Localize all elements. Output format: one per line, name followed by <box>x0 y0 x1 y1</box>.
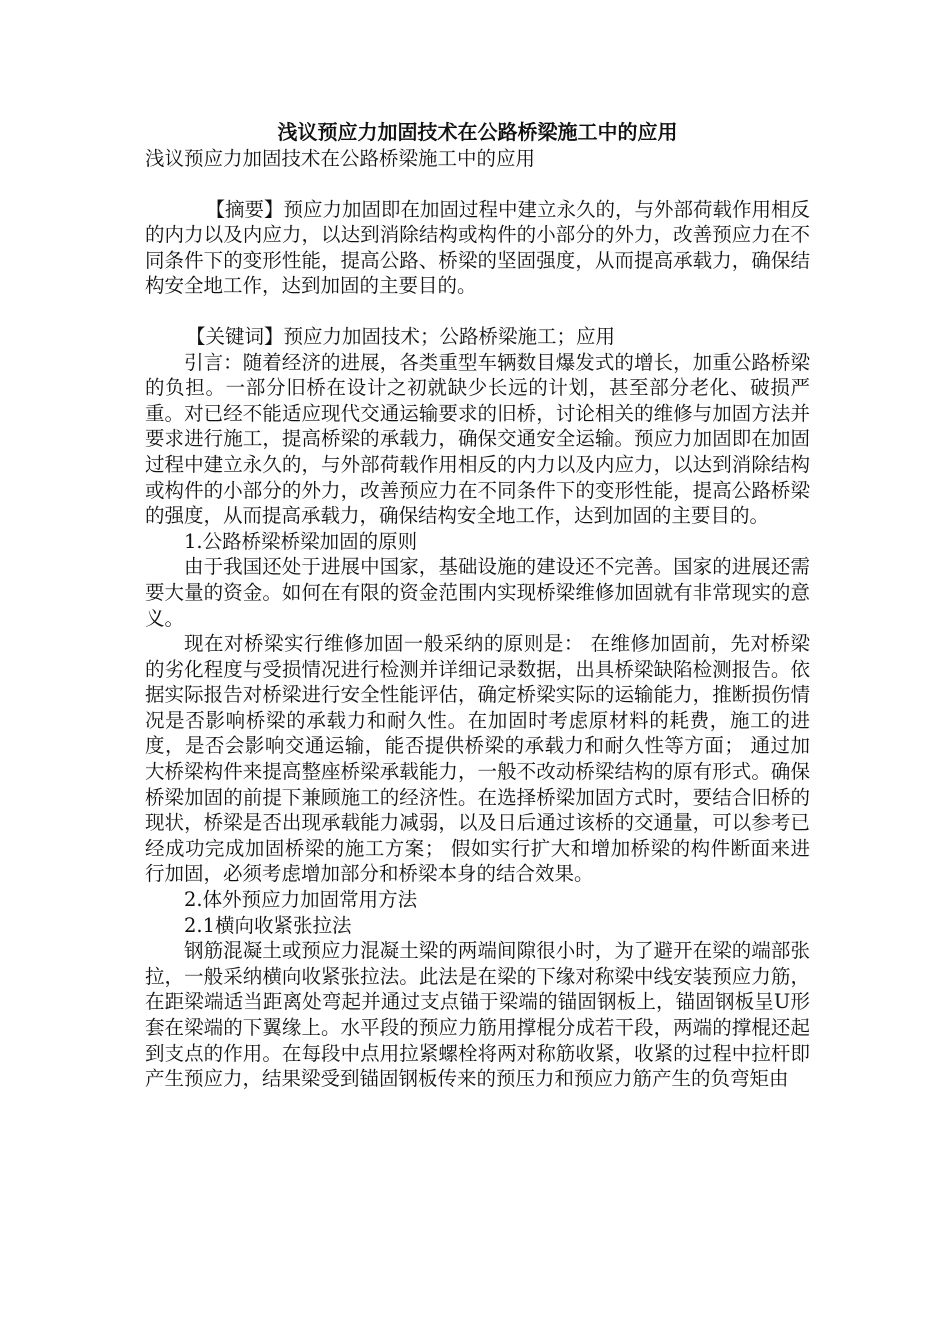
keywords-paragraph: 【关键词】预应力加固技术；公路桥梁施工；应用 <box>185 324 615 348</box>
section-heading-1: 1.公路桥梁桥梁加固的原则 <box>184 529 418 553</box>
body-paragraph: 由于我国还处于进展中国家，基础设施的建设还不完善。国家的进展还需要大量的资金。如何在有限的资金范围内实现桥梁维修加固就有非常现实的意义。 <box>145 555 810 630</box>
blank-line <box>145 172 810 197</box>
document-subtitle: 浅议预应力加固技术在公路桥梁施工中的应用 <box>145 147 536 170</box>
document-page <box>145 118 810 1092</box>
blank-line <box>145 299 810 324</box>
body-paragraph: 钢筋混凝土或预应力混凝土梁的两端间隙很小时，为了避开在梁的端部张拉，一般采纳横向收紧张拉法。此法是在梁的下缘对称梁中线安装预应力筋，在距梁端适当距离处弯起并通过支点锚于梁端的锚固钢板上，锚固钢板呈U形套在梁端的下翼缘上。水平段的预应力筋用撑棍分成若干段，两端的撑棍还起到支点的作用。在每段中点用拉紧螺栓将两对称筋收紧，收紧的过程中拉杆即产生预应力，结果梁受到锚固钢板传来的预压力和预应力筋产生的负弯矩由 <box>145 939 810 1091</box>
document-title: 浅议预应力加固技术在公路桥梁施工中的应用 <box>277 120 678 144</box>
body-paragraph: 现在对桥梁实行维修加固一般采纳的原则是： 在维修加固前，先对桥梁的劣化程度与受损情况进行检测并详细记录数据，出具桥梁缺陷检测报告。依据实际报告对桥梁进行安全性能评估，确定桥梁实际的运输能力，推断损伤情况是否影响桥梁的承载力和耐久性。在加固时考虑原材料的耗费，施工的进度，是否会影响交通运输，能否提供桥梁的承载力和耐久性等方面； 通过加大桥梁构件来提高整座桥梁承载能力，一般不改动桥梁结构的原有形式。确保桥梁加固的前提下兼顾施工的经济性。在选择桥梁加固方式时，要结合旧桥的现状，桥梁是否出现承载能力减弱，以及日后通过该桥的交通量，可以参考已经成功完成加固桥梁的施工方案； 假如实行扩大和增加桥梁的构件断面来进行加固，必须考虑增加部分和桥梁本身的结合效果。 <box>145 632 810 886</box>
section-heading-2-1: 2.1横向收紧张拉法 <box>184 913 352 937</box>
section-heading-2: 2.体外预应力加固常用方法 <box>184 888 418 912</box>
intro-paragraph: 引言：随着经济的进展，各类重型车辆数目爆发式的增长，加重公路桥梁的负担。一部分旧桥在设计之初就缺少长远的计划，甚至部分老化、破损严重。对已经不能适应现代交通运输要求的旧桥，讨论相关的维修与加固方法并要求进行施工，提高桥梁的承载力，确保交通安全运输。预应力加固即在加固过程中建立永久的，与外部荷载作用相反的内力以及内应力，以达到消除结构或构件的小部分的外力，改善预应力在不同条件下的变形性能，提高公路桥梁的强度，从而提高承载力，确保结构安全地工作，达到加固的主要目的。 <box>145 350 810 528</box>
abstract-paragraph: 【摘要】预应力加固即在加固过程中建立永久的，与外部荷载作用相反的内力以及内应力，以达到消除结构或构件的小部分的外力，改善预应力在不同条件下的变形性能，提高公路、桥梁的坚固强度，从而提高承载力，确保结构安全地工作，达到加固的主要目的。 <box>145 197 810 298</box>
